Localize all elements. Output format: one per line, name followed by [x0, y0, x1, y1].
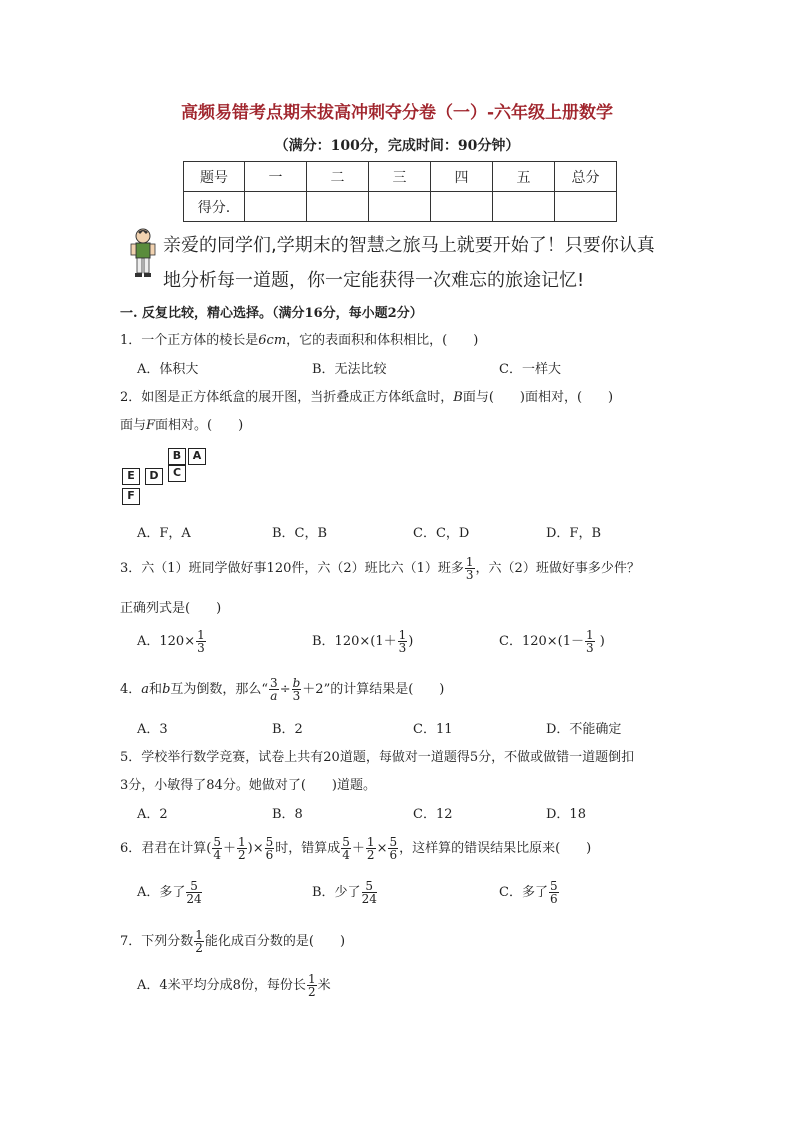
q5-option-a[interactable]: A．2 — [137, 807, 168, 822]
q5-option-c[interactable]: C．12 — [413, 807, 453, 822]
score-input-cell[interactable] — [369, 192, 431, 222]
q5-option-d[interactable]: D．18 — [546, 807, 586, 822]
q7-option-a[interactable]: A．4米平均分成8份，每份长 $\frac{1}{2}$ 米 — [137, 972, 331, 999]
q3-text-1b: ，六（2）班做好事多少件？ — [475, 561, 640, 576]
score-header-cell: 四 — [431, 162, 493, 192]
score-header-cell: 题号 — [184, 162, 245, 192]
question-2-line-1 — [120, 386, 613, 405]
net-face-c: C — [168, 465, 186, 482]
q2-text-2b: 面相对。( ) — [155, 418, 244, 433]
score-table — [183, 161, 617, 222]
question-5-line-1: 5．学校举行数学竞赛，试卷上共有20道题，每做对一道题得5分，不做或做错一道题倒扣 — [120, 750, 635, 765]
section-1-heading: 一. 反复比较，精心选择。（满分16分，每小题2分） — [120, 306, 423, 321]
student-mascot-icon — [128, 227, 158, 279]
q2-var-b: B — [453, 390, 463, 405]
question-3-line-2: 正确列式是( ) — [120, 601, 222, 616]
q4-fraction-1: $\frac{3}{a}$ — [270, 676, 278, 703]
q2-option-d[interactable]: D．F，B — [546, 526, 601, 541]
question-2-line-2 — [120, 414, 243, 433]
net-face-a: A — [188, 448, 206, 465]
net-face-e: E — [122, 468, 140, 485]
score-input-cell[interactable] — [245, 192, 307, 222]
q2-option-b[interactable]: B．C，B — [272, 526, 328, 541]
q2-text-1a: 2．如图是正方体纸盒的展开图，当折叠成正方体纸盒时， — [120, 390, 454, 405]
score-row-label: 得分. — [184, 192, 245, 222]
q2-option-c[interactable]: C．C，D — [413, 526, 470, 541]
score-table-score-row — [184, 192, 617, 222]
net-face-b: B — [168, 448, 186, 465]
page-title: 高频易错考点期末拔高冲刺夺分卷（一）-六年级上册数学 — [180, 103, 614, 123]
score-header-cell: 三 — [369, 162, 431, 192]
q3-text-1a: 3．六（1）班同学做好事120件，六（2）班比六（1）班多 — [120, 561, 464, 576]
q5-option-b[interactable]: B．8 — [272, 807, 303, 822]
question-6: 6．君君在计算( $\frac{5}{4}$ ＋ $\frac{1}{2}$ )× $\frac{5}{6}$ 时，错算成 $\frac{5}{4}$ ＋ $\frac{1}{2}$ × $\frac{5}{6}$ ，这样算的错误结果比原来( ) — [120, 835, 592, 862]
question-5-line-2: 3分，小敏得了84分。她做对了( )道题。 — [120, 778, 376, 793]
q1-variable: 6cm — [258, 333, 287, 348]
q1-option-a[interactable]: A．体积大 — [137, 362, 199, 377]
score-header-cell: 总分 — [555, 162, 617, 192]
page-subtitle: （满分：100分，完成时间：90分钟） — [274, 138, 520, 154]
question-4: 4．a和b互为倒数，那么“ $\frac{3}{a}$ ÷ $\frac{b}{3}$ ＋2”的计算结果是( ) — [120, 676, 445, 703]
score-input-cell[interactable] — [431, 192, 493, 222]
q2-text-1b: 面与( )面相对，( ) — [462, 390, 614, 405]
question-3-line-1 — [120, 556, 640, 581]
q4-option-c[interactable]: C．11 — [413, 722, 453, 737]
question-1 — [120, 329, 478, 348]
q1-option-c[interactable]: C．一样大 — [499, 362, 561, 377]
q6-option-b[interactable]: B．少了 $\frac{5}{24}$ — [312, 879, 377, 906]
q1-text-pre: 1．一个正方体的棱长是 — [120, 333, 259, 348]
q3-option-b[interactable]: B．120×(1＋ $\frac{1}{3}$ ) — [312, 628, 414, 655]
q3-option-c[interactable]: C．120×(1－ $\frac{1}{3}$ ) — [499, 628, 605, 655]
score-input-cell[interactable] — [307, 192, 369, 222]
intro-line-1: 亲爱的同学们,学期末的智慧之旅马上就要开始了！只要你认真 — [163, 235, 655, 256]
q2-option-a[interactable]: A．F，A — [137, 526, 191, 541]
q7-fraction: $\frac{1}{2}$ — [195, 928, 203, 955]
q6-option-a[interactable]: A．多了 $\frac{5}{24}$ — [137, 879, 202, 906]
q1-option-b[interactable]: B．无法比较 — [312, 362, 387, 377]
q3-fraction: $\frac{1}{3}$ — [465, 555, 474, 582]
intro-line-2: 地分析每一道题，你一定能获得一次难忘的旅途记忆! — [163, 270, 585, 291]
score-input-cell[interactable] — [555, 192, 617, 222]
q2-text-2a: 面与 — [120, 418, 147, 433]
q4-option-b[interactable]: B．2 — [272, 722, 303, 737]
q2-var-f: F — [146, 418, 156, 433]
score-header-cell: 五 — [493, 162, 555, 192]
q1-text-post: ，它的表面积和体积相比，( ) — [286, 333, 479, 348]
net-face-d: D — [145, 468, 163, 485]
q6-option-c[interactable]: C．多了 $\frac{5}{6}$ — [499, 879, 558, 906]
question-7: 7．下列分数 $\frac{1}{2}$ 能化成百分数的是( ) — [120, 928, 346, 955]
q4-option-a[interactable]: A．3 — [137, 722, 168, 737]
q4-option-d[interactable]: D．不能确定 — [546, 722, 622, 737]
score-header-cell: 一 — [245, 162, 307, 192]
q3-option-a[interactable]: A．120× $\frac{1}{3}$ — [137, 628, 205, 655]
q4-fraction-2: $\frac{b}{3}$ — [292, 676, 301, 703]
score-input-cell[interactable] — [493, 192, 555, 222]
score-header-cell: 二 — [307, 162, 369, 192]
score-table-header-row — [184, 162, 617, 192]
net-face-f: F — [122, 488, 140, 505]
